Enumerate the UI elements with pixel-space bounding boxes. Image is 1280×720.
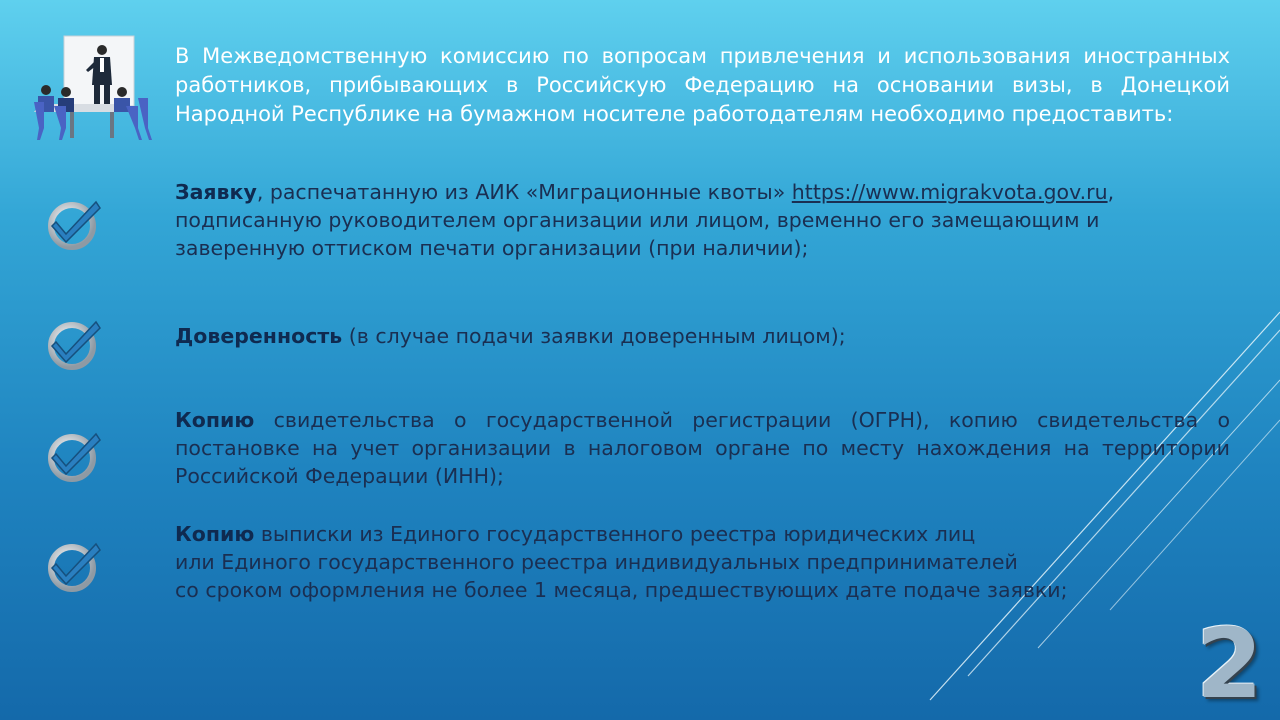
checkmark-icon (44, 192, 106, 254)
checkmark-icon (44, 534, 106, 596)
item-text: , распечатанную из АИК «Миграционные квоты» (256, 180, 792, 204)
page-number: 2 (1196, 608, 1263, 720)
list-item (175, 322, 1230, 350)
checkmark-icon (44, 312, 106, 374)
item-text: выписки из Единого государственного реестра юридических лиц (254, 522, 976, 546)
item-bold-label: Доверенность (175, 324, 343, 348)
item-bold-label: Копию (175, 522, 255, 546)
item-text: со сроком оформления не более 1 месяца, предшествующих дате подаче заявки; (175, 578, 1068, 602)
list-item (175, 520, 1230, 604)
list-item (175, 178, 1230, 262)
item-bold-label: Заявку (175, 180, 257, 204)
meeting-presentation-icon (30, 34, 154, 146)
item-text: , подписанную руководителем организации или лицом, временно его замещающим и заверенную оттиском печати организации (при наличии); (175, 180, 1115, 260)
item-bold-label: Копию (175, 408, 255, 432)
migrakvota-link[interactable]: https://www.migrakvota.gov.ru (791, 180, 1108, 204)
list-item (175, 406, 1230, 490)
item-text: (в случае подачи заявки доверенным лицом); (342, 324, 846, 348)
item-text: свидетельства о государственной регистрации (ОГРН), копию свидетельства о постановке на учет организации в налоговом органе по месту нахождения на территории Российской Федерации (ИНН); (175, 408, 1230, 488)
intro-text: В Межведомственную комиссию по вопросам привлечения и использования иностранных работников, прибывающих в Российскую Федерацию на основании визы, в Донецкой Народной Республике на бумажном носителе работодателям необходимо предоставить: (175, 44, 1230, 126)
checkmark-icon (44, 424, 106, 486)
item-text: или Единого государственного реестра индивидуальных предпринимателей (175, 550, 1018, 574)
